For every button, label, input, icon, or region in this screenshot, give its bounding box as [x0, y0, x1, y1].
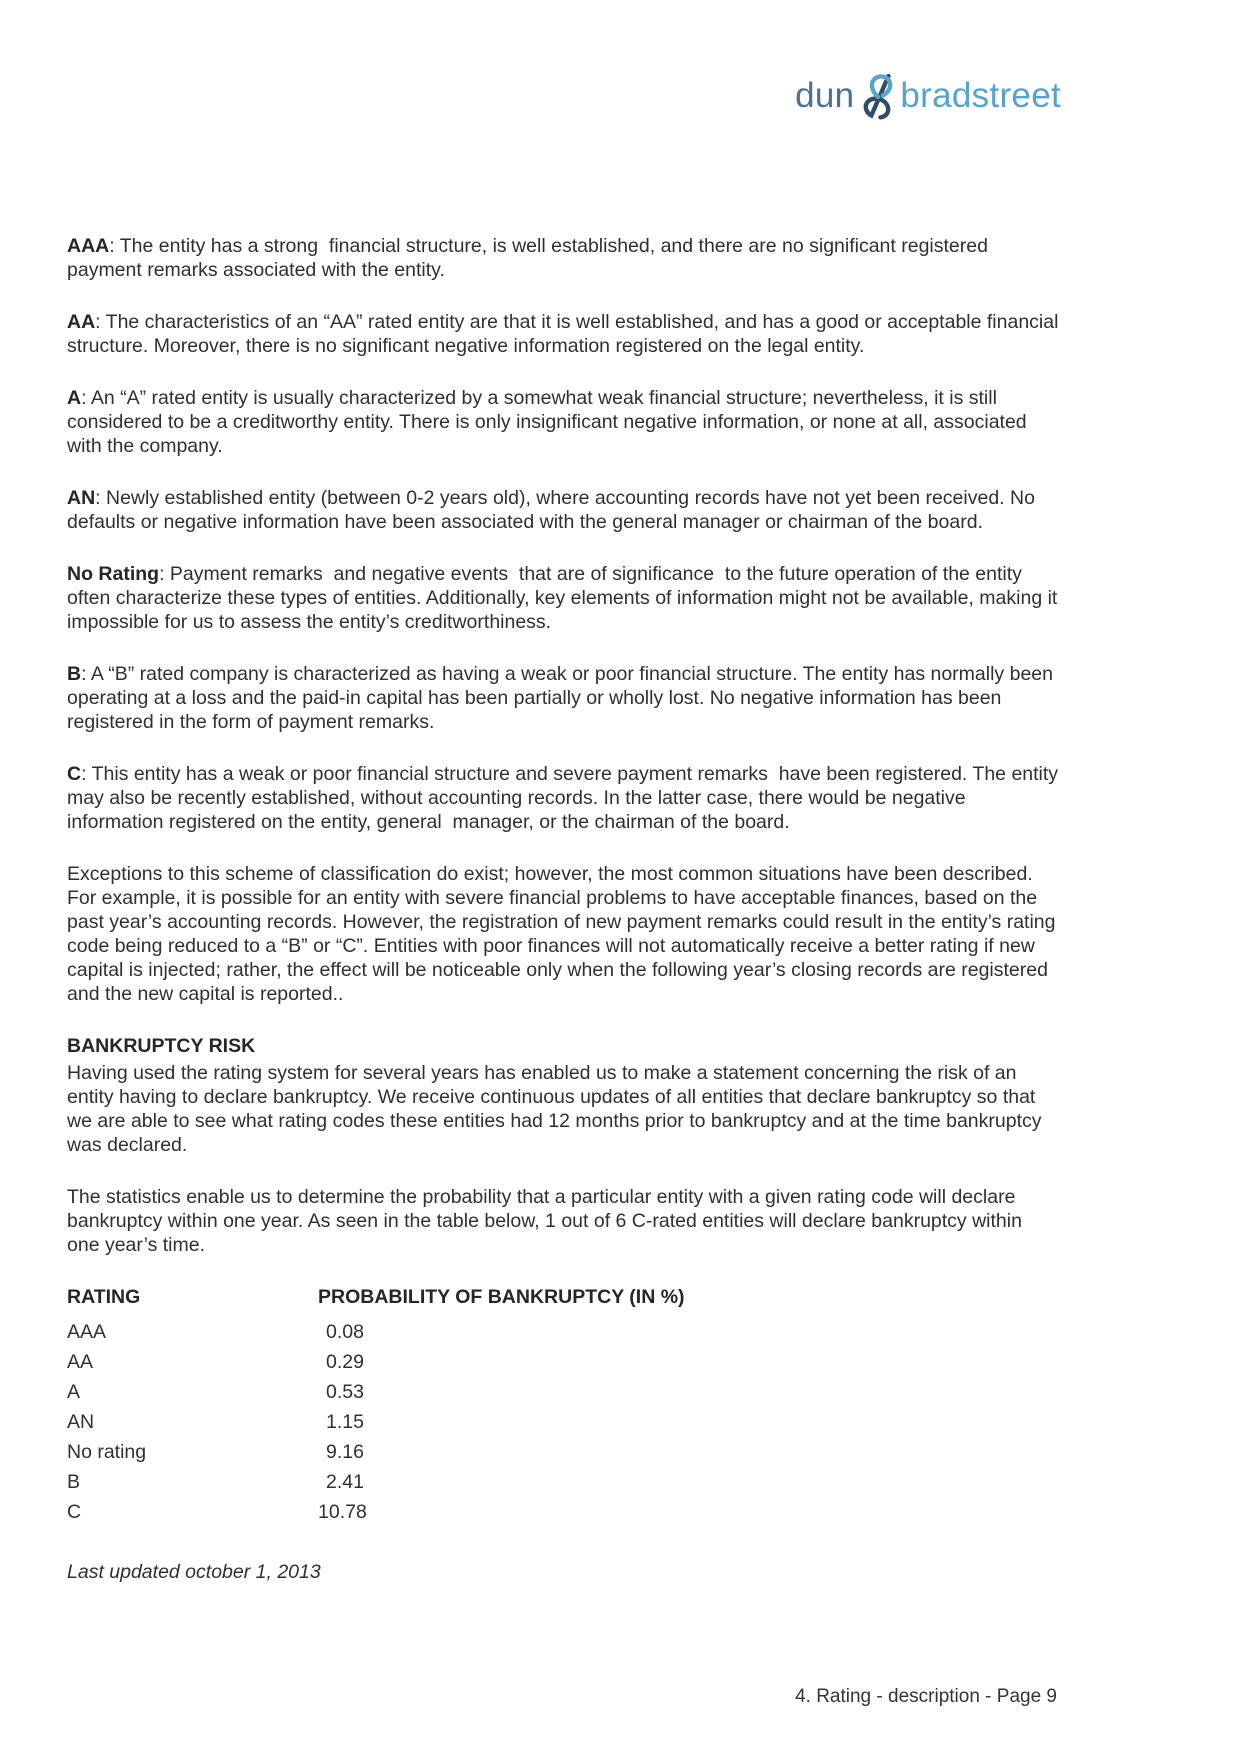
rating-description-text: : This entity has a weak or poor financial structure and severe payment remarks have been registered. The entity may also be recently established, without accounting records. In the latter case, there would be negative information registered on the entity, general manager, or the chairman of the board.	[67, 763, 1064, 833]
footer-text: 4. Rating - description - Page 9	[795, 1686, 1057, 1707]
rating-cell: AN	[67, 1411, 95, 1433]
ampersand-icon	[859, 72, 897, 120]
bankruptcy-paragraph-2: The statistics enable us to determine the probability that a particular entity with a given rating code will declare bankruptcy within one year. As seen in the table below, 1 out of 6 C-rated entities will declare bankruptcy within one year’s time.	[67, 1186, 1028, 1256]
rating-cell: C	[67, 1501, 82, 1523]
rating-cell: A	[67, 1381, 81, 1403]
table-row	[67, 1467, 1059, 1497]
last-updated-note: Last updated october 1, 2013	[67, 1561, 321, 1583]
rating-paragraph	[67, 662, 1059, 734]
table-row	[67, 1437, 1059, 1467]
rating-description-text: : A “B” rated company is characterized as having a weak or poor financial structure. The entity has normally been operating at a loss and the paid-in capital has been partially or wholly lost. No negative information has been registered in the form of payment remarks.	[67, 663, 1059, 733]
rating-paragraph	[67, 234, 1059, 282]
rating-paragraph	[67, 562, 1063, 634]
rating-description-text: : Payment remarks and negative events that are of significance to the future operation of the entity often characterize these types of entities. Additionally, key elements of information might not be available, making it impossible for us to assess the entity’s creditworthiness.	[67, 563, 1063, 633]
rating-description-text: : Newly established entity (between 0-2 years old), where accounting records have not yet been received. No defaults or negative information have been associated with the general manager or chairman of the board.	[67, 487, 1041, 533]
page-content	[67, 234, 1064, 1584]
page-footer	[795, 1686, 1057, 1708]
rating-paragraph	[67, 486, 1059, 534]
rating-column-header: RATING	[67, 1286, 141, 1308]
rating-description-text: : The characteristics of an “AA” rated entity are that it is well established, and has a good or acceptable financial structure. Moreover, there is no significant negative information registered on the legal entity.	[67, 311, 1064, 357]
rating-cell: AA	[67, 1351, 94, 1373]
bankruptcy-risk-heading: BANKRUPTCY RISK	[67, 1035, 256, 1057]
table-row	[67, 1497, 1059, 1527]
rating-code-label: No Rating	[67, 563, 160, 585]
rating-description-text: Exceptions to this scheme of classification do exist; however, the most common situations have been described. For example, it is possible for an entity with severe financial problems to have acceptable finances, based on the past year’s accounting records. However, the registration of new payment remarks could result in the entity’s rating code being reduced to a “B” or “C”. Entities with poor finances will not automatically receive a better rating if new capital is injected; rather, the effect will be noticeable only when the following year’s closing records are registered and the new capital is reported..	[67, 863, 1061, 1005]
rating-cell: No rating	[67, 1441, 147, 1463]
table-row	[67, 1317, 1059, 1347]
rating-code-label: AA	[67, 311, 96, 333]
rating-code-label: AN	[67, 487, 96, 509]
rating-paragraph	[67, 386, 1059, 458]
probability-cell: 9.16	[326, 1441, 364, 1463]
rating-description-text: : An “A” rated entity is usually characterized by a somewhat weak financial structure; nevertheless, it is still considered to be a creditworthy entity. There is only insignificant negative information, or none at all, associated with the company.	[67, 387, 1033, 457]
rating-paragraph	[67, 762, 1064, 834]
table-row	[67, 1407, 1059, 1437]
probability-cell: 0.08	[326, 1321, 364, 1343]
rating-code-label: B	[67, 663, 82, 685]
table-row	[67, 1377, 1059, 1407]
probability-cell: 0.29	[326, 1351, 364, 1373]
rating-code-label: AAA	[67, 235, 110, 257]
table-row	[67, 1347, 1059, 1377]
probability-column-header: PROBABILITY OF BANKRUPTCY (IN %)	[318, 1286, 685, 1308]
probability-cell: 1.15	[326, 1411, 364, 1433]
rating-paragraph	[67, 310, 1064, 358]
table-body	[67, 1317, 1059, 1527]
rating-code-label: C	[67, 763, 82, 785]
rating-cell: B	[67, 1471, 81, 1493]
probability-cell: 10.78	[318, 1501, 367, 1523]
exceptions-paragraph	[67, 862, 1059, 1006]
rating-definitions-list	[67, 234, 1064, 1006]
probability-cell: 0.53	[326, 1381, 364, 1403]
bankruptcy-paragraph-1: Having used the rating system for several years has enabled us to make a statement concerning the risk of an entity having to declare bankruptcy. We receive continuous updates of all entities that declare bankruptcy so that we are able to see what rating codes these entities had 12 months prior to bankruptcy and at the time bankruptcy was declared.	[67, 1062, 1047, 1156]
rating-cell: AAA	[67, 1321, 107, 1343]
dnb-logo	[795, 72, 1061, 120]
table-header-row	[67, 1285, 1059, 1309]
logo-text-bradstreet: bradstreet	[900, 76, 1061, 115]
logo-text-dun: dun	[795, 76, 855, 115]
probability-cell: 2.41	[326, 1471, 364, 1493]
bankruptcy-probability-table	[67, 1285, 1059, 1527]
rating-description-text: : The entity has a strong financial structure, is well established, and there are no significant registered payment remarks associated with the entity.	[67, 235, 994, 281]
rating-code-label: A	[67, 387, 82, 409]
